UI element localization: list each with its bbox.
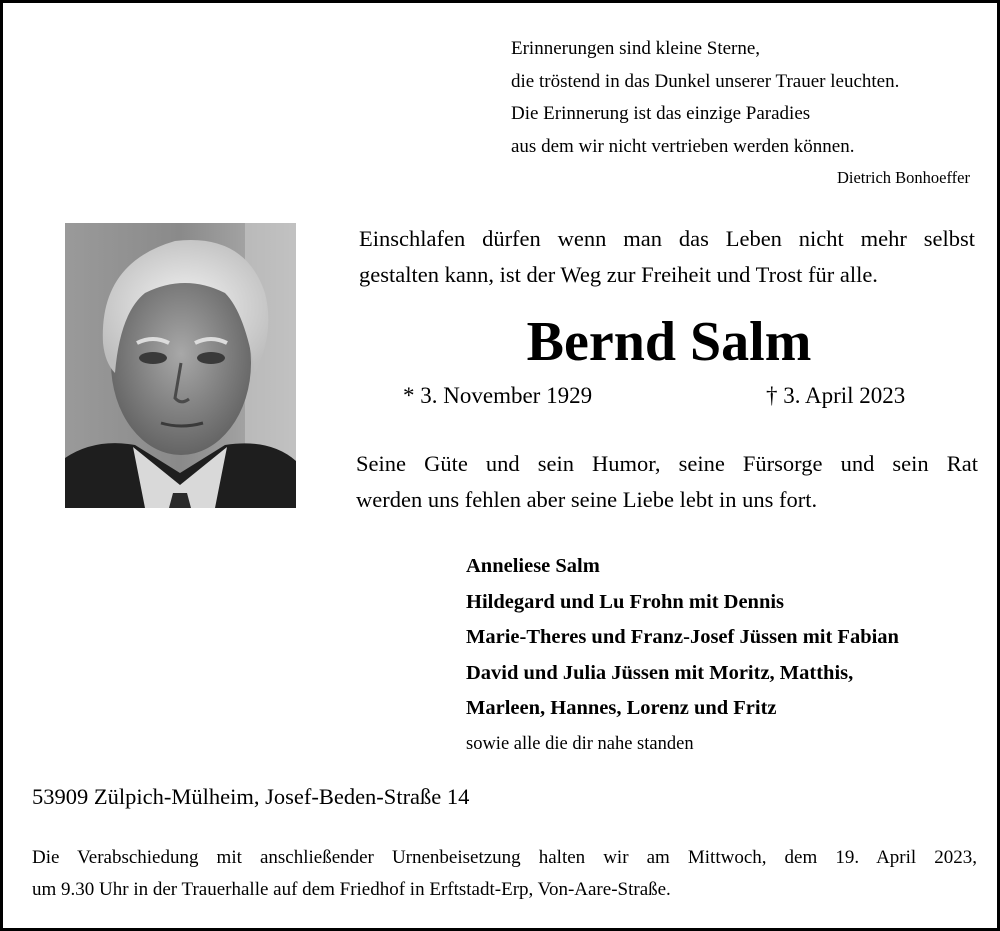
family-others: sowie alle die dir nahe standen <box>466 733 694 754</box>
family-member: Hildegard und Lu Frohn mit Dennis <box>466 590 785 613</box>
family-member: Anneliese Salm <box>466 555 600 577</box>
quote-line: Erinnerungen sind kleine Sterne, <box>511 38 761 59</box>
death-date: † 3. April 2023 <box>766 383 906 408</box>
quote-block <box>511 33 899 163</box>
tribute-line: werden uns fehlen aber seine Liebe lebt in uns fort. <box>356 487 818 512</box>
address: 53909 Zülpich-Mülheim, Josef-Beden-Straße 14 <box>32 784 470 809</box>
verse-block <box>359 221 975 293</box>
portrait-image <box>65 223 296 508</box>
family-member: Marie-Theres und Franz-Josef Jüssen mit Fabian <box>466 626 899 648</box>
quote-line: die tröstend in das Dunkel unserer Trauer leuchten. <box>511 70 900 92</box>
family-list <box>466 549 899 761</box>
verse-line: gestalten kann, ist der Weg zur Freiheit und Trost für alle. <box>359 262 878 287</box>
quote-author: Dietrich Bonhoeffer <box>836 168 970 187</box>
tribute-line: Seine Güte und sein Humor, seine Fürsorge und sein Rat <box>356 451 978 476</box>
birth-date: * 3. November 1929 <box>403 383 593 408</box>
tribute-block <box>356 446 978 518</box>
portrait-photo <box>65 223 296 508</box>
quote-line: Die Erinnerung ist das einzige Paradies <box>511 103 811 124</box>
verse-line: Einschlafen dürfen wenn man das Leben nicht mehr selbst <box>359 226 975 251</box>
ceremony-line: Die Verabschiedung mit anschließender Urnenbeisetzung halten wir am Mittwoch, dem 19. April 2023, <box>32 847 977 868</box>
family-member: Marleen, Hannes, Lorenz und Fritz <box>466 697 777 719</box>
family-member: David und Julia Jüssen mit Moritz, Matthis, <box>466 661 854 684</box>
ceremony-line: um 9.30 Uhr in der Trauerhalle auf dem Friedhof in Erftstadt-Erp, Von-Aare-Straße. <box>32 879 671 900</box>
deceased-name: Bernd Salm <box>526 311 812 373</box>
ceremony-info <box>32 842 977 906</box>
quote-line: aus dem wir nicht vertrieben werden können. <box>511 135 855 157</box>
